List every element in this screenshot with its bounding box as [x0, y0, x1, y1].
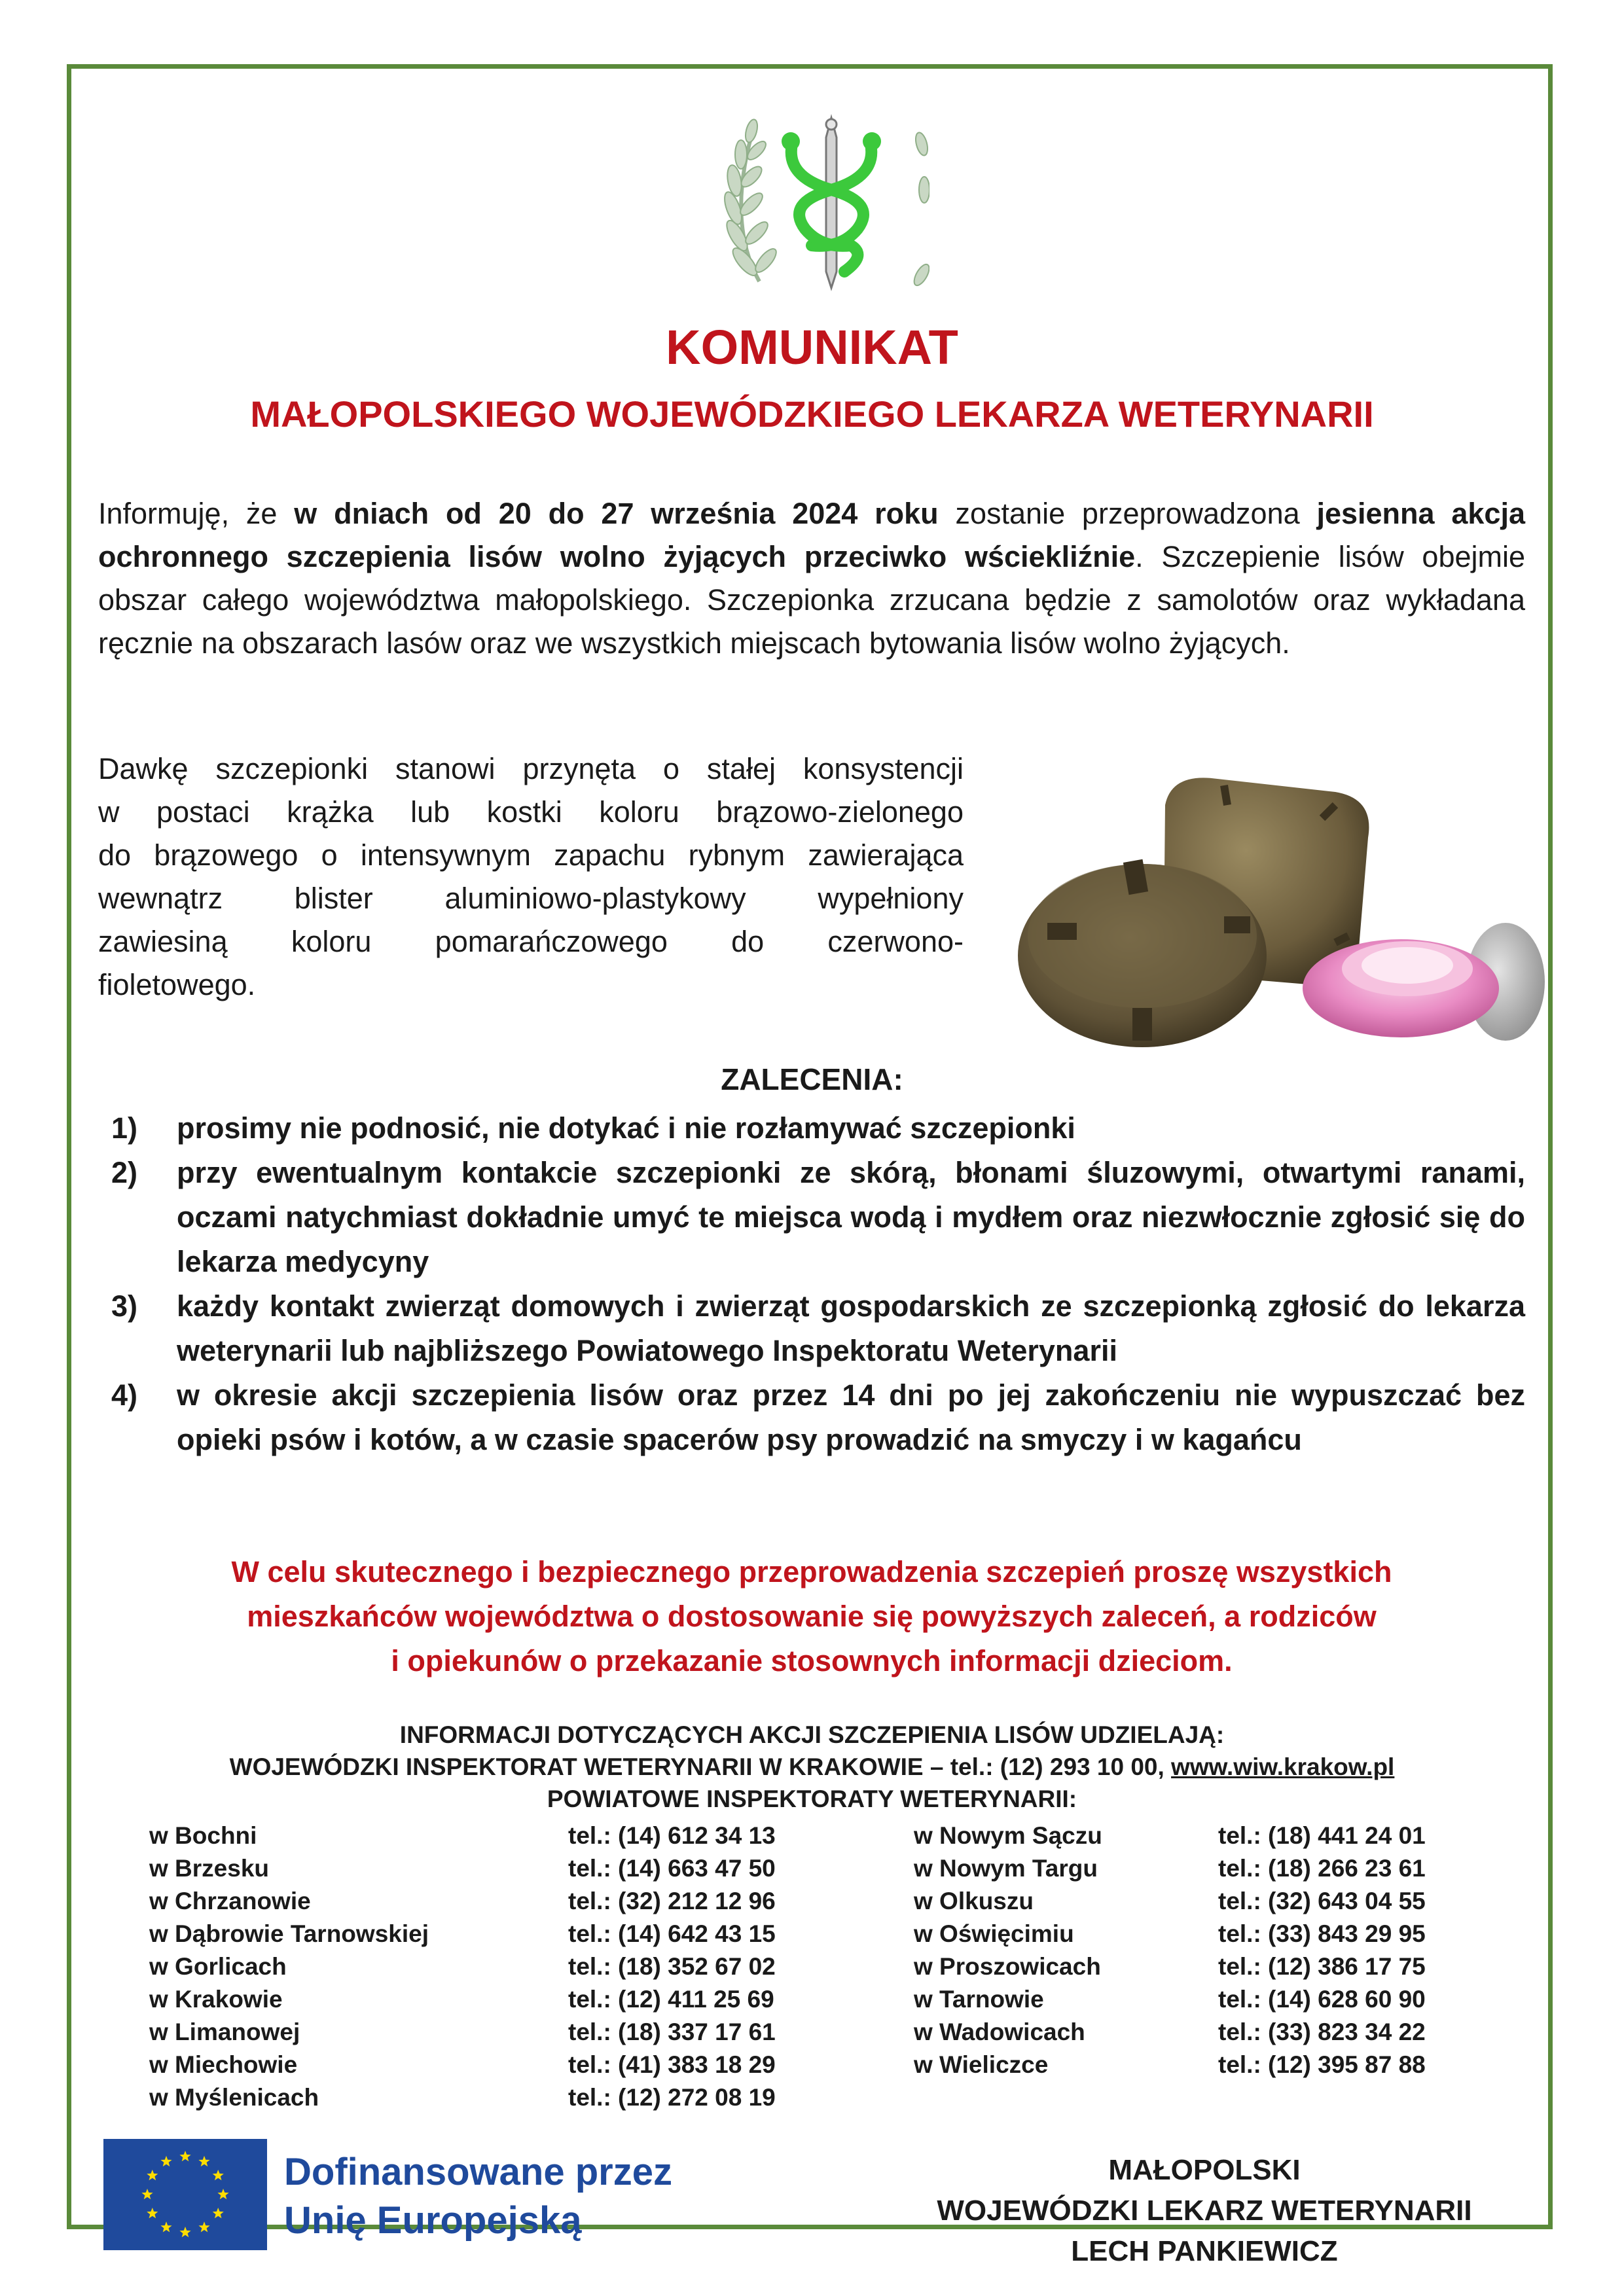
intro-text-3: . Szczepienie lisów obejmie obszar całego województwa małopolskiego. Szczepionka zrzucana będzie z samolotów oraz wykładana ręcznie na obszarach lasów oraz we wszystkich miejscach bytowania lisów wolno żyjących. — [98, 540, 1526, 660]
dose-line: zawiesiną koloru pomarańczowego do czerwono- — [98, 925, 964, 958]
recommendations-list — [111, 1106, 1525, 1462]
list-item-text: przy ewentualnym kontakcie szczepionki ze skórą, błonami śluzowymi, otwartymi ranami, oczami natychmiast dokładnie umyć te miejsca wodą i mydłem oraz niezwłocznie zgłosić się do lekarza medycyny — [177, 1156, 1525, 1278]
wiw-contact — [0, 1753, 1624, 1781]
wiw-text: WOJEWÓDZKI INSPEKTORAT WETERYNARII W KRAKOWIE – tel.: (12) 293 10 00, — [229, 1753, 1172, 1780]
list-item-text: prosimy nie podnosić, nie dotykać i nie rozłamywać szczepionki — [177, 1111, 1075, 1145]
dose-line: wewnątrz blister aluminiowo-plastykowy wypełniony — [98, 882, 964, 915]
piw-heading: POWIATOWE INSPEKTORATY WETERYNARII: — [547, 1785, 1077, 1812]
signature-name: LECH PANKIEWICZ — [1071, 2235, 1338, 2267]
dose-paragraph — [98, 747, 964, 1007]
contact-phone: tel.: (12) 272 08 19 — [568, 2084, 776, 2111]
wiw-website-link[interactable]: www.wiw.krakow.pl — [1171, 1753, 1395, 1780]
contact-place: w Oświęcimiu — [914, 1920, 1074, 1947]
signature-line: MAŁOPOLSKI — [1108, 2154, 1301, 2186]
eu-funding-label — [284, 2148, 672, 2245]
contact-place: w Tarnowie — [914, 1986, 1044, 2013]
contact-phone: tel.: (32) 212 12 96 — [568, 1888, 776, 1914]
contact-phone: tel.: (12) 411 25 69 — [568, 1986, 774, 2013]
list-item — [111, 1284, 1525, 1373]
list-item-text: każdy kontakt zwierząt domowych i zwierząt gospodarskich ze szczepionką zgłosić do lekarza weterynarii lub najbliższego Powiatowego Inspektoratu Weterynarii — [177, 1289, 1525, 1367]
contact-place: w Wadowicach — [914, 2018, 1085, 2045]
contact-phone: tel.: (33) 843 29 95 — [1218, 1920, 1426, 1947]
contact-place: w Miechowie — [149, 2051, 298, 2078]
contact-phone: tel.: (18) 337 17 61 — [568, 2018, 776, 2045]
contact-place: w Chrzanowie — [149, 1888, 311, 1914]
contact-place: w Wieliczce — [914, 2051, 1049, 2078]
info-heading: INFORMACJI DOTYCZĄCYCH AKCJI SZCZEPIENIA LISÓW UDZIELAJĄ: — [399, 1721, 1225, 1748]
dose-line: Dawkę szczepionki stanowi przynęta o stałej konsystencji — [98, 752, 964, 785]
contact-phone: tel.: (14) 628 60 90 — [1218, 1986, 1426, 2013]
list-item-number: 2) — [111, 1156, 138, 1189]
contact-place: w Bochni — [149, 1822, 257, 1849]
contact-phone: tel.: (12) 395 87 88 — [1218, 2051, 1426, 2078]
appeal-text — [118, 1550, 1506, 1683]
list-item — [111, 1151, 1525, 1284]
page-subtitle: MAŁOPOLSKIEGO WOJEWÓDZKIEGO LEKARZA WETERYNARII — [250, 393, 1374, 435]
contact-phone: tel.: (41) 383 18 29 — [568, 2051, 776, 2078]
intro-dates: w dniach od 20 do 27 września 2024 roku — [294, 497, 939, 530]
appeal-line: i opiekunów o przekazanie stosownych informacji dzieciom. — [391, 1644, 1233, 1677]
intro-paragraph — [98, 492, 1525, 665]
contact-place: w Gorlicach — [149, 1953, 287, 1980]
list-item-number: 3) — [111, 1289, 138, 1323]
contact-phone: tel.: (18) 441 24 01 — [1218, 1822, 1426, 1849]
recommendations-title: ZALECENIA: — [721, 1062, 903, 1096]
dose-line: w postaci krążka lub kostki koloru brązowo-zielonego — [98, 795, 964, 829]
contact-place: w Myślenicach — [149, 2084, 319, 2111]
contact-place: w Proszowicach — [914, 1953, 1101, 1980]
contact-place: w Nowym Targu — [914, 1855, 1098, 1882]
intro-action: jesienna akcja ochronnego szczepienia lisów wolno żyjących przeciwko wściekliźnie — [98, 497, 1525, 573]
contact-phone: tel.: (14) 663 47 50 — [568, 1855, 776, 1882]
contact-place: w Olkuszu — [914, 1888, 1034, 1914]
list-item-number: 4) — [111, 1378, 138, 1412]
dose-line: do brązowego o intensywnym zapachu rybnym zawierająca — [98, 838, 964, 872]
contact-phone: tel.: (33) 823 34 22 — [1218, 2018, 1426, 2045]
eu-funding-line1: Dofinansowane przez — [284, 2151, 672, 2193]
list-item — [111, 1106, 1525, 1151]
signature-line: WOJEWÓDZKI LEKARZ WETERYNARII — [937, 2195, 1472, 2227]
contact-phone: tel.: (14) 612 34 13 — [568, 1822, 776, 1849]
list-item-number: 1) — [111, 1111, 138, 1145]
list-item — [111, 1373, 1525, 1462]
vaccine-bait-photo — [1008, 759, 1545, 1047]
contact-phone: tel.: (18) 266 23 61 — [1218, 1855, 1426, 1882]
intro-text-1: Informuję, że — [98, 497, 295, 530]
contact-phone: tel.: (12) 386 17 75 — [1218, 1953, 1426, 1980]
contact-place: w Krakowie — [149, 1986, 283, 2013]
appeal-line: mieszkańców województwa o dostosowanie się powyższych zaleceń, a rodziców — [247, 1600, 1377, 1633]
page-title: KOMUNIKAT — [666, 320, 958, 374]
veterinary-caduceus-logo — [713, 105, 929, 295]
contact-phone: tel.: (32) 643 04 55 — [1218, 1888, 1426, 1914]
contact-place: w Brzesku — [149, 1855, 270, 1882]
appeal-line: W celu skutecznego i bezpiecznego przeprowadzenia szczepień proszę wszystkich — [231, 1555, 1392, 1588]
signature-block — [877, 2150, 1532, 2272]
contact-place: w Nowym Sączu — [914, 1822, 1102, 1849]
eu-flag-icon — [103, 2139, 267, 2250]
list-item-text: w okresie akcji szczepienia lisów oraz przez 14 dni po jej zakończeniu nie wypuszczać bez opieki psów i kotów, a w czasie spacerów psy prowadzić na smyczy i w kagańcu — [177, 1378, 1525, 1456]
intro-text-2: zostanie przeprowadzona — [938, 497, 1317, 530]
contact-place: w Dąbrowie Tarnowskiej — [149, 1920, 429, 1947]
dose-line: fioletowego. — [98, 968, 256, 1001]
contact-phone: tel.: (14) 642 43 15 — [568, 1920, 776, 1947]
contact-place: w Limanowej — [149, 2018, 300, 2045]
eu-funding-line2: Unię Europejską — [284, 2199, 582, 2242]
contact-phone: tel.: (18) 352 67 02 — [568, 1953, 776, 1980]
